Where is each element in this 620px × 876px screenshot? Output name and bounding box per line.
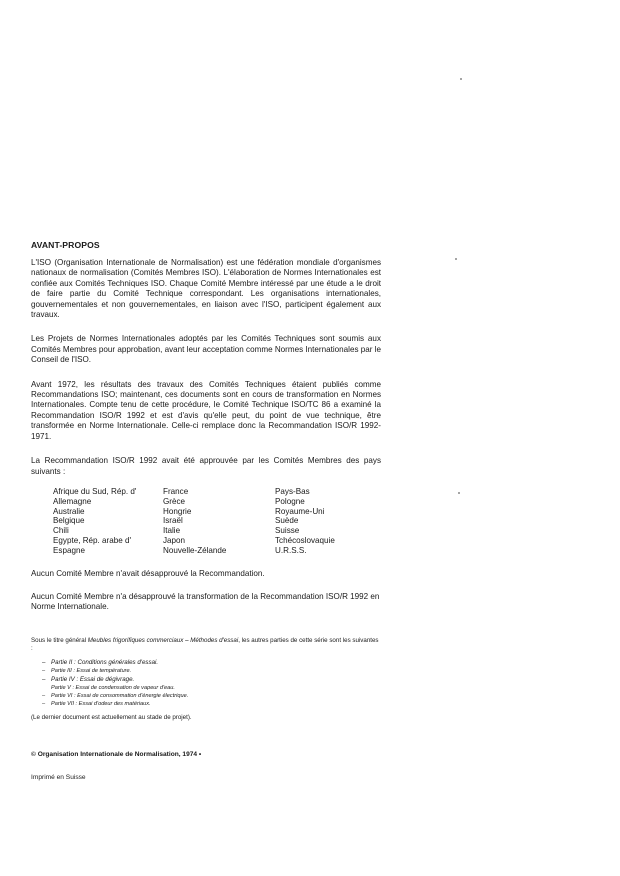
country: Espagne <box>53 545 85 555</box>
paragraph-transformation: Avant 1972, les résultats des travaux des Comités Techniques étaient publiés comme Recommandations ISO; maintenant, ces documents sont en cours de transformation en Normes Internationales. Compte tenu de cette procédure, le Comité Technique ISO/TC 86 a examiné la Recommandation ISO/R 1992 et est d'avis qu'elle peut, du point de vue technique, être transformée en Norme Internationale. Celle-ci remplace donc la Recommandation ISO/R 1992-1971. <box>31 379 381 441</box>
country: Australie <box>53 506 85 516</box>
country: Pays-Bas <box>275 486 310 496</box>
series-footnote: (Le dernier document est actuellement au stade de projet). <box>31 714 192 722</box>
scan-speck <box>460 78 462 80</box>
page-title: AVANT-PROPOS <box>31 240 100 250</box>
country: Afrique du Sud, Rép. d' <box>53 486 137 496</box>
country: Nouvelle-Zélande <box>163 545 227 555</box>
country: Italie <box>163 526 181 536</box>
part-label: Partie IV : Essai de dégivrage. <box>51 675 135 683</box>
country: Royaume-Uni <box>275 506 325 516</box>
list-item <box>31 659 381 667</box>
foreword-page <box>31 240 381 781</box>
dash-bullet: – <box>42 668 46 675</box>
country: Israël <box>163 516 183 526</box>
country: Suisse <box>275 526 300 536</box>
part-label: Partie VII : Essai d'odeur des matériaux. <box>51 701 151 708</box>
country: Pologne <box>275 496 305 506</box>
part-label: Partie V : Essai de condensation de vapeur d'eau. <box>51 684 175 691</box>
country: Tchécoslovaquie <box>275 535 335 545</box>
country-column-3 <box>275 487 385 556</box>
country: Japon <box>163 535 186 545</box>
dash-bullet: – <box>42 692 46 699</box>
part-label: Partie III : Essai de température. <box>51 668 132 675</box>
part-label: Partie VI : Essai de consommation d'énergie électrique. <box>51 692 189 699</box>
list-item <box>31 676 381 684</box>
paragraph-draft-standards: Les Projets de Normes Internationales adoptés par les Comités Techniques sont soumis aux Comités Membres pour approbation, avant leur acceptation comme Normes Internationales par le Conseil de l'ISO. <box>31 334 382 365</box>
series-intro <box>31 637 381 653</box>
country: Hongrie <box>163 506 192 516</box>
dash-bullet: – <box>42 675 46 683</box>
country-list <box>53 487 381 556</box>
list-item <box>31 700 381 708</box>
country-column-1 <box>53 487 163 556</box>
series-title: Meubles frigorifiques commerciaux – Méthodes d'essai <box>87 636 239 644</box>
paragraph-iso-intro: L'ISO (Organisation Internationale de Normalisation) est une fédération mondiale d'organismes nationaux de normalisation (Comités Membres ISO). L'élaboration de Normes Internationales est confiée aux Comités Techniques ISO. Chaque Comité Membre intéressé par une étude a le droit de faire partie du Comité Technique correspondant. Les organisations internationales, gouvernementales et non gouvernementales, en liaison avec l'ISO, participent également aux travaux. <box>31 258 381 320</box>
scan-speck <box>455 258 457 260</box>
dash-bullet: – <box>42 701 46 708</box>
country: Allemagne <box>53 496 92 506</box>
parts-list <box>31 659 381 708</box>
transformation-approval-note: Aucun Comité Membre n'a désapprouvé la transformation de la Recommandation ISO/R 1992 en Norme Internationale. <box>31 591 380 612</box>
paragraph-approval: La Recommandation ISO/R 1992 avait été approuvée par les Comités Membres des pays suivants : <box>31 456 381 476</box>
country-column-2 <box>163 487 275 556</box>
series-intro-prefix: Sous le titre général <box>31 636 88 644</box>
part-label: Partie II : Conditions générales d'essai. <box>51 659 159 667</box>
country: France <box>163 486 189 496</box>
list-item <box>31 667 381 675</box>
list-item <box>31 684 381 692</box>
country: Belgique <box>53 516 85 526</box>
no-disapproval-note: Aucun Comité Membre n'avait désapprouvé la Recommandation. <box>31 569 265 579</box>
list-item <box>31 692 381 700</box>
dash-bullet: – <box>42 659 46 667</box>
copyright-line: © Organisation Internationale de Normalisation, 1974 • <box>31 750 202 758</box>
scan-speck <box>458 492 460 494</box>
country: Grèce <box>163 496 186 506</box>
series-intro-suffix: , les autres parties de cette série sont les suivantes : <box>31 636 379 652</box>
country: U.R.S.S. <box>275 545 307 555</box>
country: Chili <box>53 526 69 536</box>
country: Suède <box>275 516 299 526</box>
series-section <box>31 637 381 723</box>
country: Egypte, Rép. arabe d' <box>53 535 132 545</box>
printed-in-line: Imprimé en Suisse <box>31 773 86 781</box>
